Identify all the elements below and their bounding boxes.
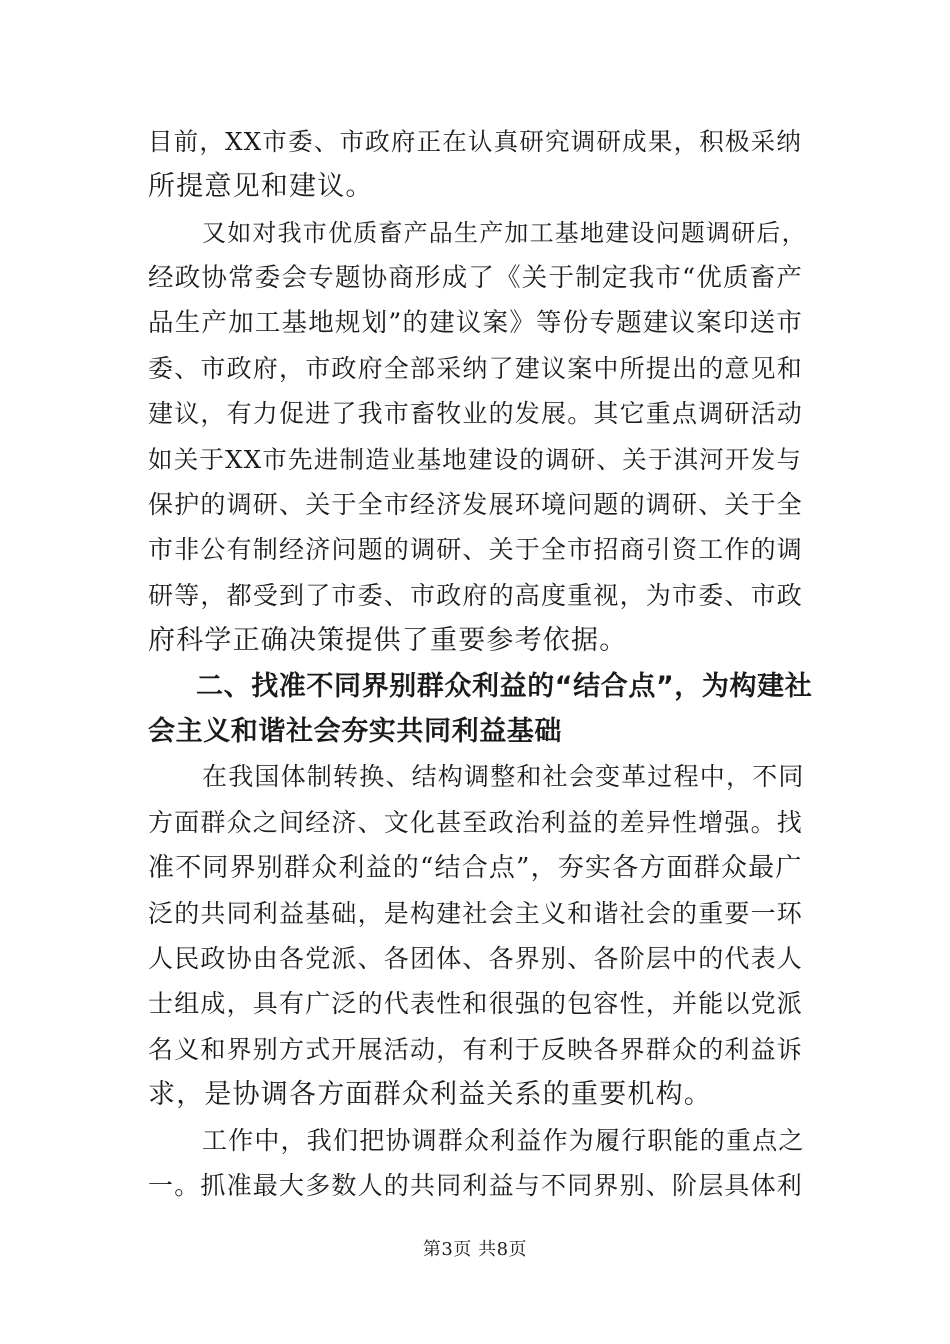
body-text-line: 泛的共同利益基础，是构建社会主义和谐社会的重要一环: [148, 899, 804, 928]
body-text-line: 研等，都受到了市委、市政府的高度重视，为市委、市政: [148, 581, 804, 610]
body-text-line: 所提意见和建议。: [148, 171, 374, 202]
paragraph-first-line: 工作中，我们把协调群众利益作为履行职能的重点之: [202, 1126, 805, 1155]
page-number-footer: 第3页 共8页: [422, 1239, 528, 1260]
body-text-line: 如关于XX市先进制造业基地建设的调研、关于淇河开发与: [148, 445, 803, 474]
body-text-line: 品生产加工基地规划”的建议案》等份专题建议案印送市: [148, 308, 804, 338]
body-text-line: 目前，XX市委、市政府正在认真研究调研成果，积极采纳: [148, 127, 803, 156]
section-heading: 二、找准不同界别群众利益的“结合点”，为构建社: [196, 671, 813, 702]
body-text-line: 准不同界别群众利益的“结合点”，夯实各方面群众最广: [148, 853, 803, 883]
body-text-line: 一。抓准最大多数人的共同利益与不同界别、阶层具体利: [148, 1171, 804, 1200]
body-text-line: 建议，有力促进了我市畜牧业的发展。其它重点调研活动: [148, 399, 804, 428]
body-text-line: 保护的调研、关于全市经济发展环境问题的调研、关于全: [148, 490, 804, 519]
body-text-line: 求，是协调各方面群众利益关系的重要机构。: [148, 1079, 712, 1110]
paragraph-first-line: 又如对我市优质畜产品生产加工基地建设问题调研后，: [202, 219, 807, 247]
body-text-line: 委、市政府，市政府全部采纳了建议案中所提出的意见和: [148, 354, 804, 383]
body-text-line: 经政协常委会专题协商形成了《关于制定我市“优质畜产: [148, 263, 804, 293]
body-text-line: 士组成，具有广泛的代表性和很强的包容性，并能以党派: [148, 989, 804, 1018]
body-text-line: 名义和界别方式开展活动，有利于反映各界群众的利益诉: [148, 1035, 804, 1064]
body-text-line: 方面群众之间经济、文化甚至政治利益的差异性增强。找: [148, 808, 804, 837]
section-heading-continued: 会主义和谐社会夯实共同利益基础: [148, 716, 562, 747]
paragraph-first-line: 在我国体制转换、结构调整和社会变革过程中，不同: [202, 762, 805, 791]
body-text-line: 人民政协由各党派、各团体、各界别、各阶层中的代表人: [148, 944, 804, 973]
body-text-line: 市非公有制经济问题的调研、关于全市招商引资工作的调: [148, 535, 804, 564]
body-text-line: 府科学正确决策提供了重要参考依据。: [148, 625, 628, 656]
